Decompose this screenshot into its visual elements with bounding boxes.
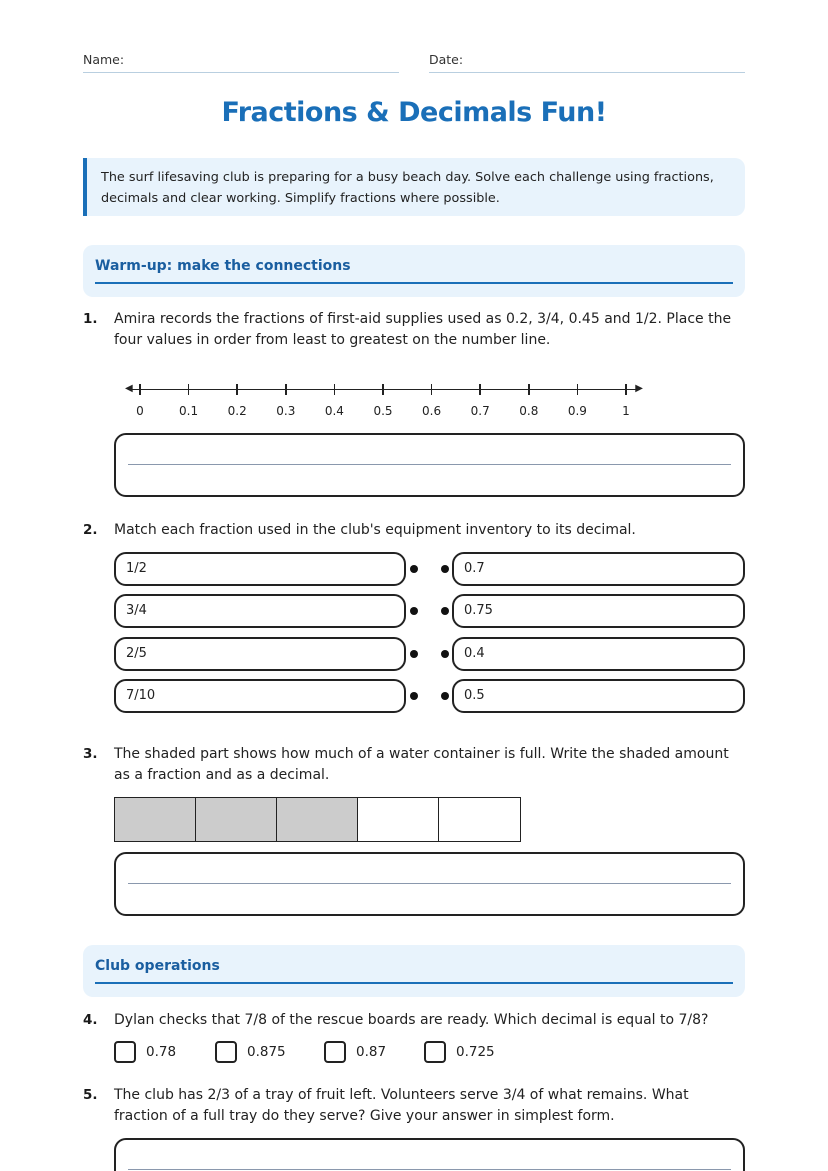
match-dot-left[interactable] [410, 650, 418, 658]
match-dot-right[interactable] [441, 607, 449, 615]
number-line-tick [577, 384, 579, 395]
date-field[interactable] [429, 52, 745, 73]
number-line-label: 0.9 [567, 404, 587, 418]
number-line-tick [528, 384, 530, 395]
answer-box-q5[interactable] [114, 1138, 745, 1171]
answer-box-q1[interactable] [114, 433, 745, 497]
number-line-tick [625, 384, 627, 395]
number-line-label: 0.5 [373, 404, 393, 418]
arrow-left-icon: ◀ [125, 383, 133, 394]
decimal-pill[interactable]: 0.7 [452, 552, 745, 586]
decimal-pill[interactable]: 0.5 [452, 679, 745, 713]
question-text: Dylan checks that 7/8 of the rescue boards are ready. Which decimal is equal to 7/8? [114, 1012, 709, 1028]
option-label: 0.78 [146, 1044, 177, 1060]
page-title: Fractions & Decimals Fun! [221, 97, 607, 128]
date-label: Date: [429, 52, 464, 67]
intro-box [83, 158, 745, 216]
question-text: Amira records the fractions of first-aid supplies used as 0.2, 3/4, 0.45 and 1/2. Place the four values in order from least to greatest on the number line. [114, 311, 732, 348]
match-dot-left[interactable] [410, 692, 418, 700]
number-line-label: 0.4 [324, 404, 344, 418]
number-line-label: 0.2 [227, 404, 247, 418]
number-line-tick [431, 384, 433, 395]
arrow-right-icon: ▶ [635, 383, 643, 394]
option-label: 0.875 [247, 1044, 286, 1060]
question-text: The shaded part shows how much of a water container is full. Write the shaded amount as a fraction and as a decimal. [114, 746, 729, 783]
number-line-label: 1 [622, 404, 630, 418]
section-title: Club operations [95, 958, 220, 974]
section-club-operations [83, 945, 745, 997]
shaded-part [277, 798, 358, 841]
section-warm-up [83, 245, 745, 297]
fraction-pill[interactable]: 3/4 [114, 594, 406, 628]
section-underline [95, 282, 733, 284]
number-line-tick [188, 384, 190, 395]
question-number: 1. [83, 311, 98, 327]
number-line-label: 0.3 [276, 404, 296, 418]
number-line-label: 0 [136, 404, 144, 418]
section-title: Warm-up: make the connections [95, 258, 351, 274]
match-dot-right[interactable] [441, 565, 449, 573]
name-field[interactable] [83, 52, 399, 73]
question-number: 2. [83, 522, 98, 538]
answer-line [128, 1169, 731, 1170]
unshaded-part [358, 798, 439, 841]
question-text: The club has 2/3 of a tray of fruit left. Volunteers serve 3/4 of what remains. What fraction of a full tray do they serve? Give your answer in simplest form. [114, 1087, 689, 1124]
number-line-label: 0.1 [179, 404, 199, 418]
decimal-pill[interactable]: 0.75 [452, 594, 745, 628]
shaded-part [196, 798, 277, 841]
number-line-tick [139, 384, 141, 395]
number-line-tick [334, 384, 336, 395]
answer-line [128, 464, 731, 465]
answer-box-q3[interactable] [114, 852, 745, 916]
answer-line [128, 883, 731, 884]
fraction-pill[interactable]: 2/5 [114, 637, 406, 671]
question-number: 3. [83, 746, 98, 762]
number-line-axis [130, 389, 638, 390]
checkbox-icon[interactable] [424, 1041, 446, 1063]
number-line-tick [236, 384, 238, 395]
intro-text: The surf lifesaving club is preparing for a busy beach day. Solve each challenge using fractions, decimals and clear working. Simplify fractions where possible. [101, 170, 714, 206]
number-line-label: 0.6 [422, 404, 442, 418]
match-dot-left[interactable] [410, 607, 418, 615]
decimal-pill[interactable]: 0.4 [452, 637, 745, 671]
section-underline [95, 982, 733, 984]
number-line-label: 0.8 [519, 404, 539, 418]
option-c[interactable] [324, 1041, 386, 1063]
number-line-tick [382, 384, 384, 395]
match-dot-right[interactable] [441, 650, 449, 658]
question-text: Match each fraction used in the club's equipment inventory to its decimal. [114, 522, 636, 538]
number-line [126, 380, 642, 420]
option-label: 0.87 [356, 1044, 387, 1060]
option-d[interactable] [424, 1041, 495, 1063]
checkbox-icon[interactable] [215, 1041, 237, 1063]
match-dot-right[interactable] [441, 692, 449, 700]
checkbox-icon[interactable] [114, 1041, 136, 1063]
water-container-bar [114, 797, 521, 842]
number-line-tick [285, 384, 287, 395]
number-line-tick [479, 384, 481, 395]
checkbox-icon[interactable] [324, 1041, 346, 1063]
shaded-part [115, 798, 196, 841]
option-a[interactable] [114, 1041, 176, 1063]
question-number: 4. [83, 1012, 98, 1028]
fraction-pill[interactable]: 7/10 [114, 679, 406, 713]
option-b[interactable] [215, 1041, 286, 1063]
fraction-pill[interactable]: 1/2 [114, 552, 406, 586]
match-dot-left[interactable] [410, 565, 418, 573]
number-line-label: 0.7 [470, 404, 490, 418]
name-label: Name: [83, 52, 125, 67]
option-label: 0.725 [456, 1044, 495, 1060]
unshaded-part [439, 798, 520, 841]
question-number: 5. [83, 1087, 98, 1103]
